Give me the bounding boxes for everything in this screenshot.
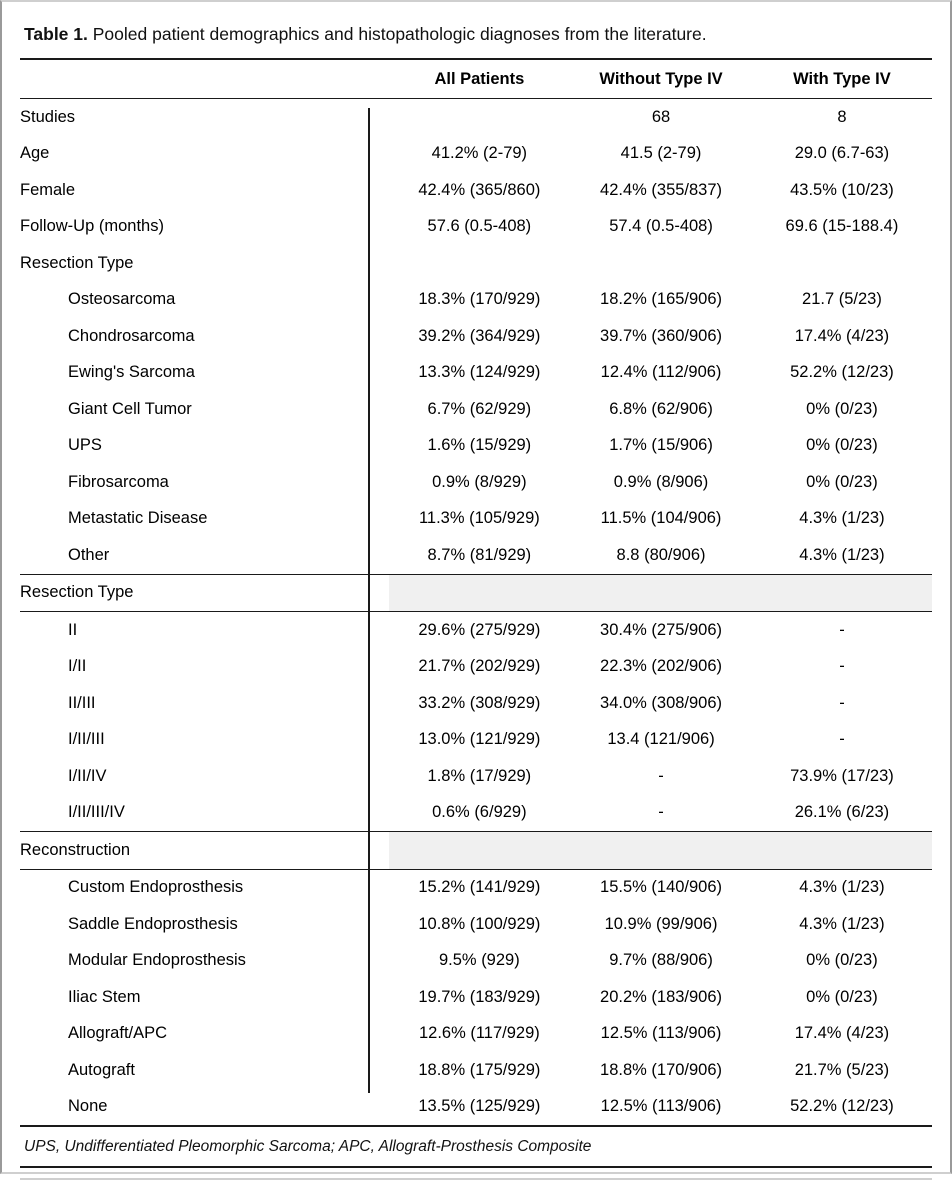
row-value-1: 21.7% (202/929) <box>418 657 541 676</box>
row-value-3: 4.3% (1/23) <box>799 878 885 897</box>
table-row <box>20 649 932 686</box>
row-value-1: 12.6% (117/929) <box>418 1024 540 1043</box>
row-value-1: 19.7% (183/929) <box>418 987 541 1006</box>
row-value-1: 10.8% (100/929) <box>418 914 541 933</box>
row-value-3: 0% (0/23) <box>806 436 878 455</box>
row-value-2: 39.7% (360/906) <box>600 326 723 345</box>
header-row <box>20 60 932 99</box>
row-value-3: 17.4% (4/23) <box>794 326 890 345</box>
row-value-3: 69.6 (15-188.4) <box>785 217 899 236</box>
row-value-2: 6.8% (62/906) <box>609 399 713 418</box>
row-value-2: 0.9% (8/906) <box>613 472 709 491</box>
column-header-1: All Patients <box>434 69 525 88</box>
row-value-3: 0% (0/23) <box>806 472 878 491</box>
row-label: Ewing's Sarcoma <box>68 363 195 382</box>
row-value-3: - <box>839 730 845 749</box>
column-divider <box>368 108 370 1093</box>
row-value-3: 4.3% (1/23) <box>799 545 885 564</box>
row-value-2: 12.5% (113/906) <box>600 1024 722 1043</box>
row-label: Follow-Up (months) <box>20 217 164 236</box>
row-value-1: 39.2% (364/929) <box>418 326 541 345</box>
row-label: Age <box>20 144 50 163</box>
row-value-2: 10.9% (99/906) <box>604 914 718 933</box>
table-row <box>20 245 932 282</box>
row-label: Studies <box>20 107 76 126</box>
table-row <box>20 391 932 428</box>
row-label: Saddle Endoprosthesis <box>68 914 238 933</box>
table-row <box>20 172 932 209</box>
row-value-1 <box>389 245 571 282</box>
table-row <box>20 537 932 574</box>
row-value-1: 42.4% (365/860) <box>418 180 541 199</box>
row-label: Reconstruction <box>20 832 389 869</box>
row-label: I/II/III <box>68 730 105 749</box>
row-value-1: 18.3% (170/929) <box>418 290 541 309</box>
row-value-3: - <box>839 657 845 676</box>
row-value-1: 13.0% (121/929) <box>418 730 541 749</box>
row-value-3: - <box>839 620 845 639</box>
row-label: Female <box>20 180 76 199</box>
row-value-2: - <box>658 766 664 785</box>
row-value-2: 11.5% (104/906) <box>600 509 722 528</box>
row-value-1: 41.2% (2-79) <box>431 144 528 163</box>
row-value-2: 42.4% (355/837) <box>600 180 723 199</box>
column-header-0 <box>20 60 389 99</box>
row-value-2: 13.4 (121/906) <box>607 730 715 749</box>
row-label: Giant Cell Tumor <box>68 399 192 418</box>
table-row <box>20 1052 932 1089</box>
row-value-3: 17.4% (4/23) <box>794 1024 890 1043</box>
row-value-1: 13.5% (125/929) <box>418 1097 541 1116</box>
row-value-2: 18.8% (170/906) <box>600 1060 723 1079</box>
row-value-2: 15.5% (140/906) <box>600 878 723 897</box>
rule-bottom <box>20 1166 932 1168</box>
row-value-3: 0% (0/23) <box>806 951 878 970</box>
row-value-1: 0.6% (6/929) <box>432 803 527 822</box>
table-section-row <box>20 832 932 869</box>
row-value-2: 18.2% (165/906) <box>600 290 723 309</box>
table-row <box>20 99 932 136</box>
table-body <box>20 99 932 1125</box>
column-header-2: Without Type IV <box>599 69 723 88</box>
row-value-2: 12.5% (113/906) <box>600 1097 722 1116</box>
table-row <box>20 428 932 465</box>
row-value-2: - <box>658 803 664 822</box>
row-value-2: 1.7% (15/906) <box>609 436 713 455</box>
table-row <box>20 501 932 538</box>
table-caption <box>20 16 932 58</box>
row-label: I/II/IV <box>68 766 107 785</box>
row-value-3: 0% (0/23) <box>806 399 878 418</box>
table-row <box>20 136 932 173</box>
row-value-1: 15.2% (141/929) <box>418 878 541 897</box>
row-label: UPS <box>68 436 102 455</box>
row-value-2: 8.8 (80/906) <box>616 545 706 564</box>
table-row <box>20 282 932 319</box>
row-value-3: 4.3% (1/23) <box>799 509 885 528</box>
row-label: I/II/III/IV <box>68 803 125 822</box>
table-row <box>20 1089 932 1126</box>
row-label: None <box>68 1097 108 1116</box>
row-value-3: - <box>839 693 845 712</box>
row-value-3 <box>752 832 932 869</box>
table-caption-text: Pooled patient demographics and histopathologic diagnoses from the literature. <box>92 24 707 44</box>
row-value-2 <box>570 245 752 282</box>
row-value-3 <box>752 575 932 612</box>
table-caption-label: Table 1. <box>24 24 88 44</box>
row-value-1: 18.8% (175/929) <box>418 1060 541 1079</box>
row-label: Metastatic Disease <box>68 509 208 528</box>
row-value-3 <box>752 245 932 282</box>
row-value-3: 52.2% (12/23) <box>790 1097 894 1116</box>
row-value-1 <box>389 575 571 612</box>
row-value-1: 0.9% (8/929) <box>432 472 527 491</box>
row-label: Fibrosarcoma <box>68 472 169 491</box>
row-label: Osteosarcoma <box>68 290 176 309</box>
row-label: II <box>68 620 78 639</box>
row-label: Resection Type <box>20 253 134 272</box>
row-value-2 <box>570 832 752 869</box>
row-value-1: 57.6 (0.5-408) <box>427 217 532 236</box>
row-label: I/II <box>68 657 87 676</box>
table-row <box>20 355 932 392</box>
table-row <box>20 685 932 722</box>
table-row <box>20 758 932 795</box>
row-value-1: 8.7% (81/929) <box>427 545 532 564</box>
row-value-3: 73.9% (17/23) <box>790 766 894 785</box>
table-head <box>20 59 932 99</box>
row-value-3: 0% (0/23) <box>806 987 878 1006</box>
table-row <box>20 906 932 943</box>
row-label: Chondrosarcoma <box>68 326 195 345</box>
row-label: Iliac Stem <box>68 987 141 1006</box>
row-value-1: 13.3% (124/929) <box>418 363 541 382</box>
row-value-2: 12.4% (112/906) <box>600 363 722 382</box>
row-value-2: 9.7% (88/906) <box>609 951 713 970</box>
row-value-2: 22.3% (202/906) <box>600 657 723 676</box>
table-row <box>20 1016 932 1053</box>
row-label: Resection Type <box>20 575 389 612</box>
row-label: Custom Endoprosthesis <box>68 878 244 897</box>
table-footnote: UPS, Undifferentiated Pleomorphic Sarcoma; APC, Allograft-Prosthesis Composite <box>24 1138 592 1155</box>
row-label: II/III <box>68 693 96 712</box>
row-value-1: 1.8% (17/929) <box>427 766 532 785</box>
row-value-1: 11.3% (105/929) <box>418 509 540 528</box>
row-value-2: 30.4% (275/906) <box>600 620 723 639</box>
row-value-3: 21.7 (5/23) <box>802 290 882 309</box>
row-value-1: 9.5% (929) <box>439 951 520 970</box>
row-value-1: 6.7% (62/929) <box>427 399 532 418</box>
table-row <box>20 795 932 832</box>
row-value-2: 20.2% (183/906) <box>600 987 723 1006</box>
row-value-3: 8 <box>837 107 847 126</box>
table-row <box>20 612 932 649</box>
row-value-1 <box>389 832 571 869</box>
row-value-1: 33.2% (308/929) <box>418 693 541 712</box>
row-value-2: 57.4 (0.5-408) <box>609 217 713 236</box>
table-row <box>20 209 932 246</box>
row-value-3: 29.0 (6.7-63) <box>794 144 890 163</box>
row-value-3: 26.1% (6/23) <box>794 803 890 822</box>
row-label: Modular Endoprosthesis <box>68 951 246 970</box>
row-value-3: 43.5% (10/23) <box>790 180 894 199</box>
table-row <box>20 722 932 759</box>
row-value-1: 29.6% (275/929) <box>418 620 541 639</box>
table-row <box>20 979 932 1016</box>
row-value-2: 41.5 (2-79) <box>620 144 702 163</box>
row-label: Allograft/APC <box>68 1024 168 1043</box>
row-label: Autograft <box>68 1060 135 1079</box>
table-row <box>20 870 932 907</box>
table-row <box>20 943 932 980</box>
row-value-3: 52.2% (12/23) <box>790 363 894 382</box>
column-header-3: With Type IV <box>793 69 891 88</box>
row-value-1 <box>389 99 571 136</box>
row-value-3: 21.7% (5/23) <box>794 1060 890 1079</box>
table-row <box>20 318 932 355</box>
table-row <box>20 464 932 501</box>
row-label: Other <box>68 545 110 564</box>
row-value-2: 34.0% (308/906) <box>600 693 723 712</box>
row-value-3: 4.3% (1/23) <box>799 914 885 933</box>
row-value-1: 1.6% (15/929) <box>427 436 532 455</box>
table-section-row <box>20 575 932 612</box>
row-value-2 <box>570 575 752 612</box>
demographics-table <box>20 58 932 1125</box>
row-value-2: 68 <box>651 107 671 126</box>
